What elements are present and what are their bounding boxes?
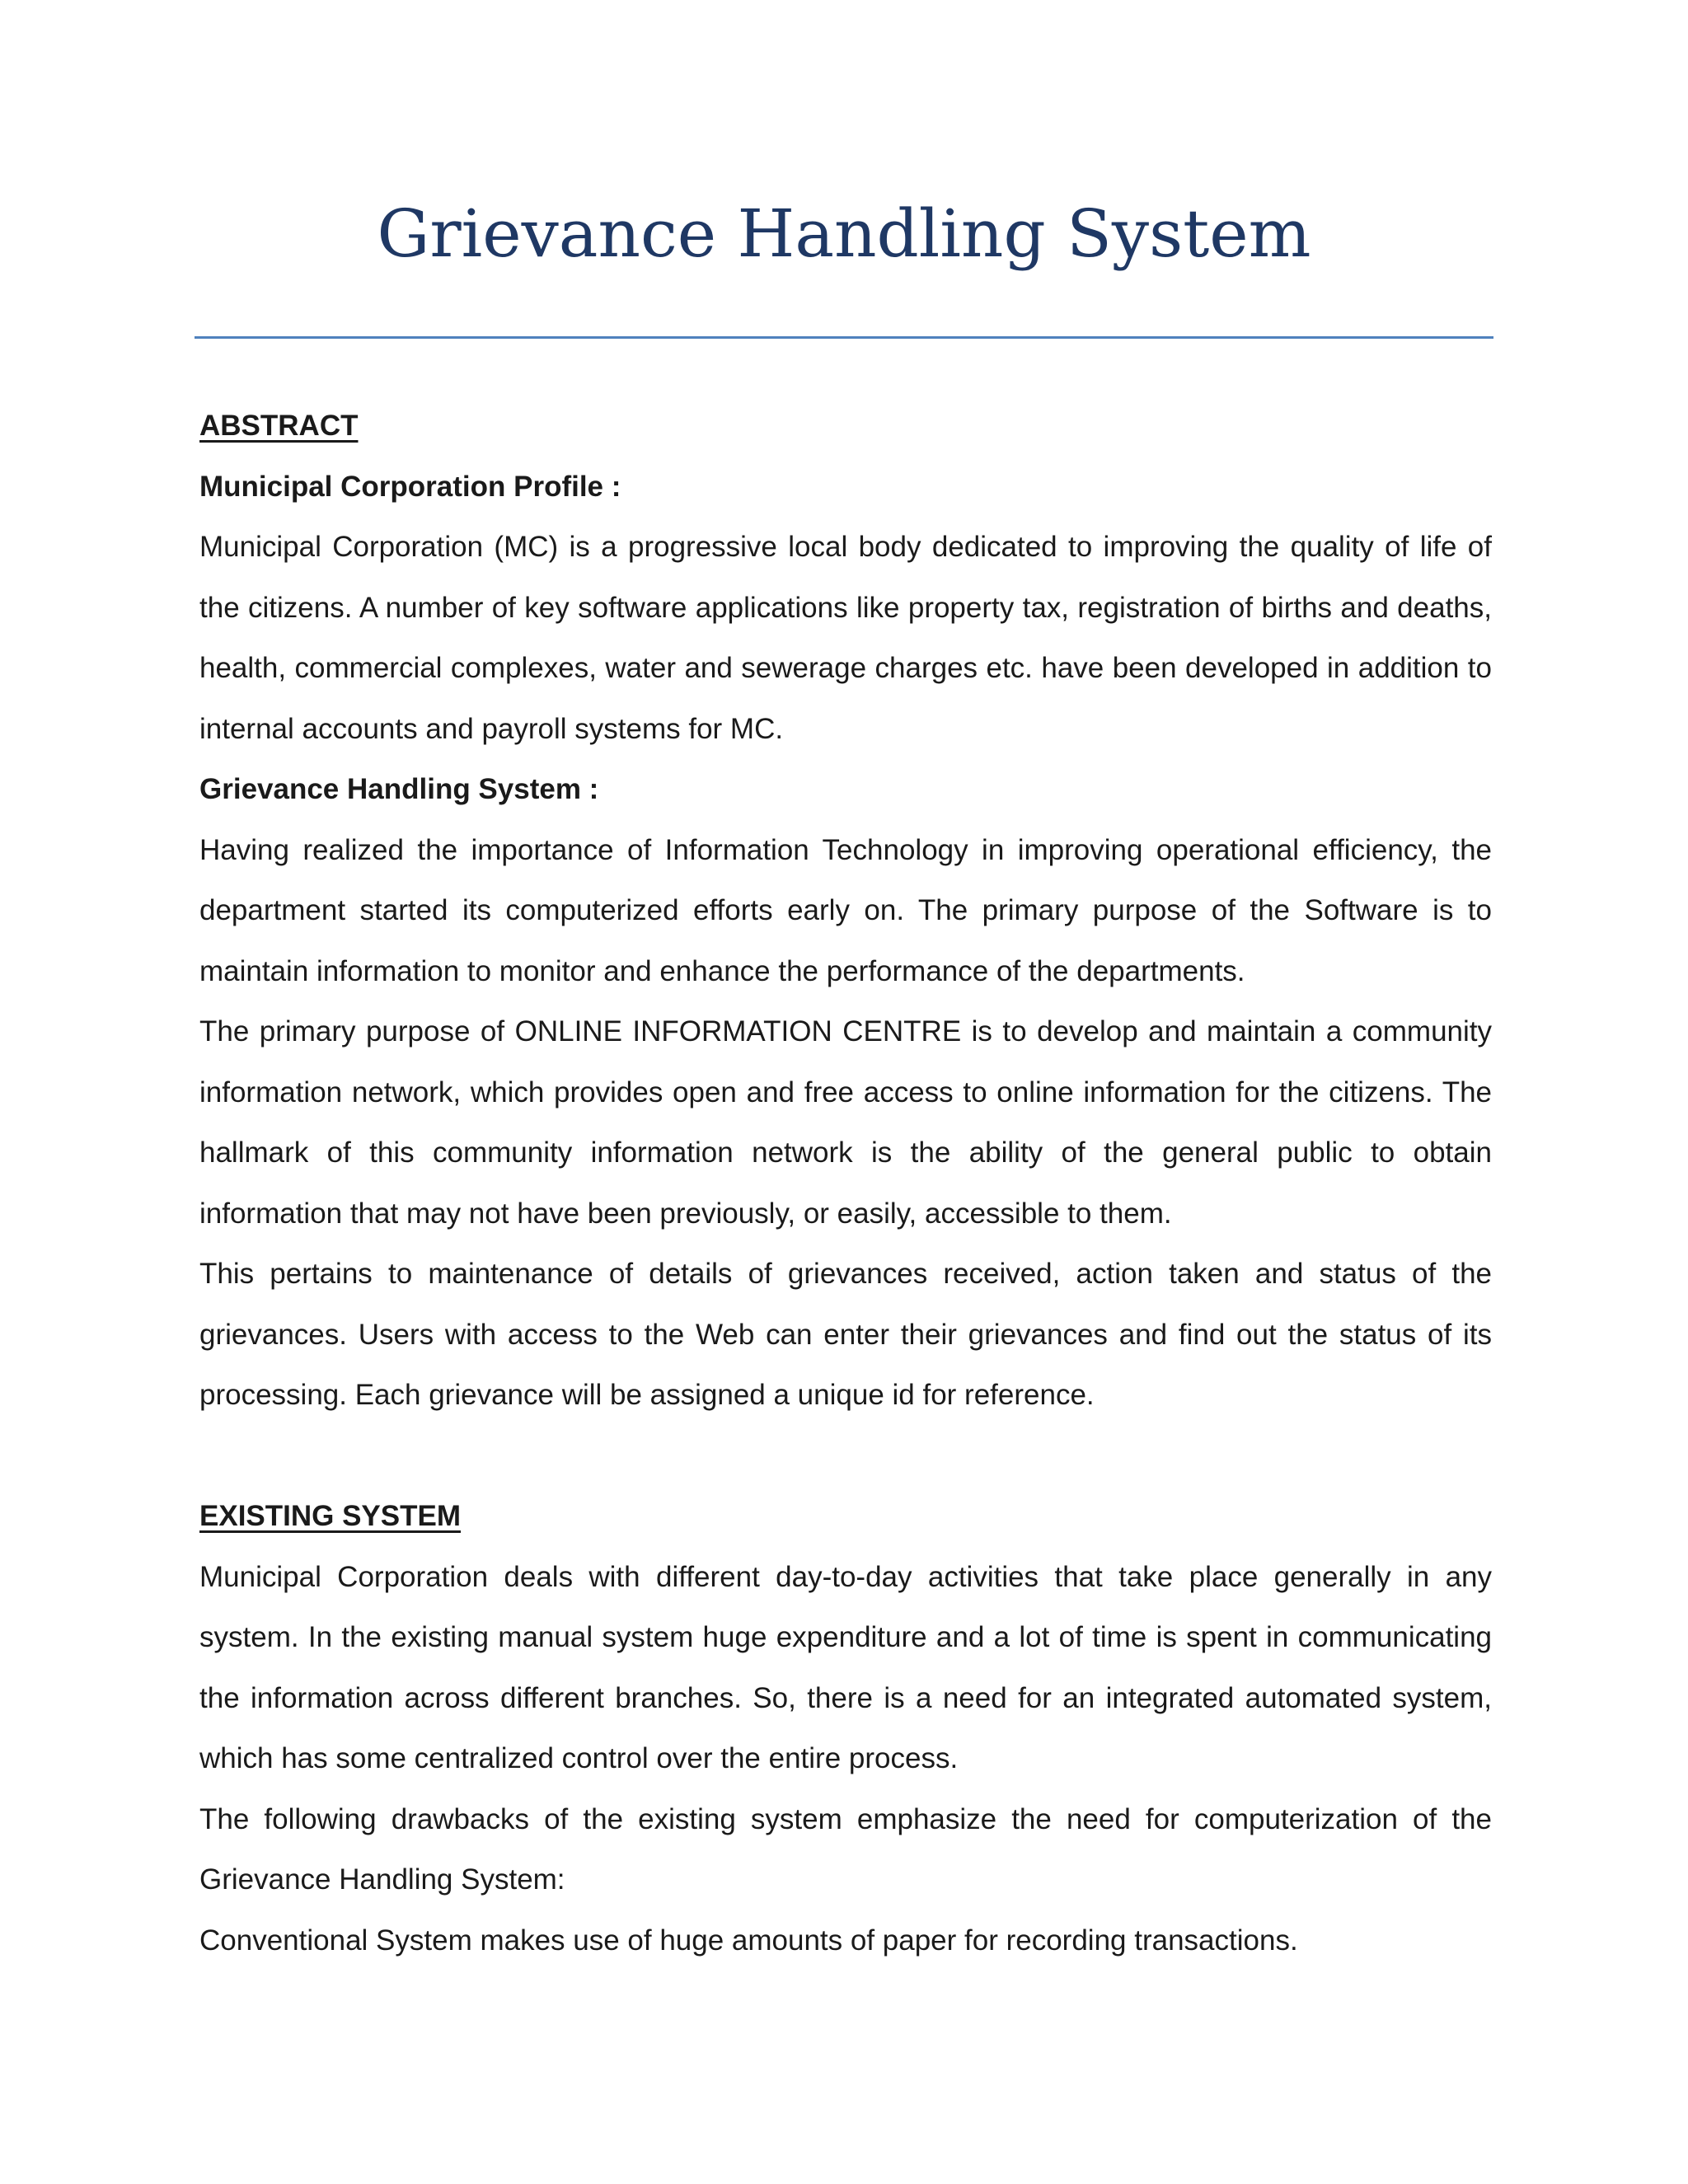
document-body	[199, 396, 1492, 1971]
existing-system-heading: EXISTING SYSTEM	[199, 1500, 461, 1532]
title-divider	[195, 336, 1493, 339]
ghs-paragraph: The primary purpose of ONLINE INFORMATION CENTRE is to develop and maintain a community information network, which provides open and free access to online information for the citizens. The hallmark of this community information network is the ability of the general public to obtain information that may not have been previously, or easily, accessible to them.	[199, 1015, 1492, 1230]
document-title: Grievance Handling System	[377, 195, 1311, 272]
profile-paragraph: Municipal Corporation (MC) is a progressive local body dedicated to improving the quality of life of the citizens. A number of key software applications like property tax, registration of births and deaths, health, commercial complexes, water and sewerage charges etc. have been developed in addition to internal accounts and payroll systems for MC.	[199, 531, 1492, 745]
ghs-paragraph: Having realized the importance of Information Technology in improving operational efficiency, the department started its computerized efforts early on. The primary purpose of the Software is to maintain information to monitor and enhance the performance of the departments.	[199, 833, 1492, 987]
ghs-paragraph: This pertains to maintenance of details of grievances received, action taken and status of the grievances. Users with access to the Web can enter their grievances and find out the status of its processing. Each grievance will be assigned a unique id for reference.	[199, 1258, 1492, 1411]
profile-heading: Municipal Corporation Profile :	[199, 470, 621, 503]
ghs-heading: Grievance Handling System :	[199, 773, 599, 805]
existing-paragraph: Municipal Corporation deals with different day-to-day activities that take place generally in any system. In the existing manual system huge expenditure and a lot of time is spent in communicating the information across different branches. So, there is a need for an integrated automated system, which has some centralized control over the entire process.	[199, 1560, 1492, 1774]
existing-paragraph: Conventional System makes use of huge amounts of paper for recording transactions.	[199, 1924, 1298, 1957]
existing-paragraph: The following drawbacks of the existing system emphasize the need for computerization of the Grievance Handling System:	[199, 1802, 1492, 1896]
section-spacer	[199, 1426, 1492, 1487]
abstract-heading: ABSTRACT	[199, 410, 359, 442]
